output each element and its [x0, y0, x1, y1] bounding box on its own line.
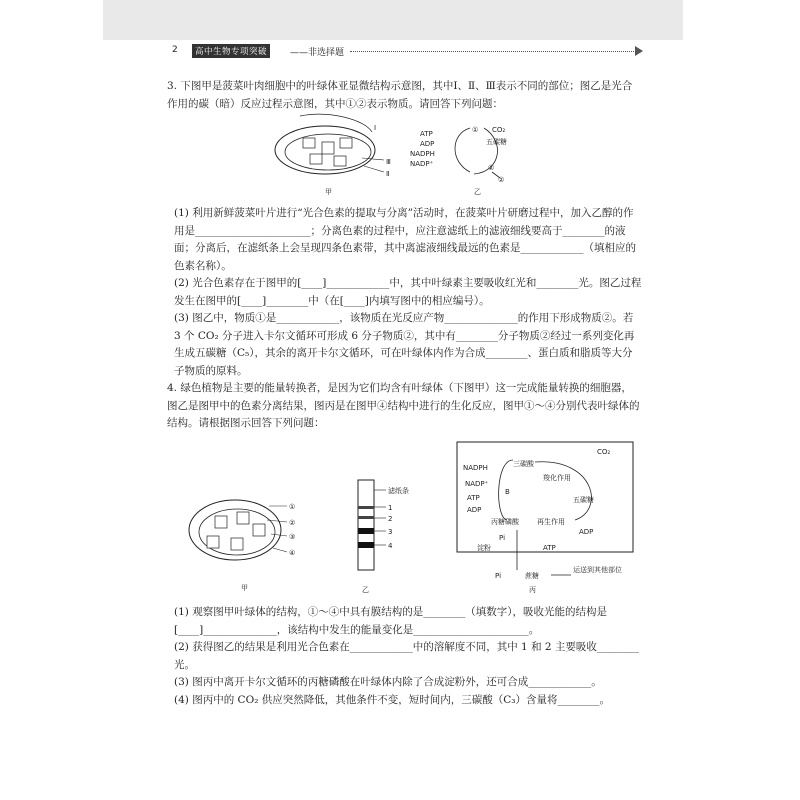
filter-paper-strip	[358, 480, 374, 570]
label-sucrose: 蔗糖	[525, 572, 539, 580]
label-co2: CO₂	[597, 448, 611, 456]
label-m2b: ②	[498, 176, 505, 184]
q3-stem: 3. 下图甲是菠菜叶肉细胞中的叶绿体亚显微结构示意图，其中Ⅰ、Ⅱ、Ⅲ表示不同的部位；图乙是光合作用的碳（暗）反应过程示意图，其中①②表示物质。请回答下列问题：	[167, 80, 633, 110]
label-starch: 淀粉	[477, 544, 491, 552]
pointer-4	[273, 548, 287, 552]
q4-fig-jia	[185, 440, 315, 598]
label-regen: 再生作用	[537, 518, 565, 526]
label-I: Ⅰ	[374, 124, 377, 132]
label-b: B	[505, 488, 510, 496]
band-2	[358, 516, 374, 519]
granum	[334, 156, 346, 166]
label-export: 运送到其他部位	[573, 566, 622, 574]
label-co2: CO₂	[492, 126, 506, 134]
granum	[253, 524, 265, 536]
label-adp2: ADP	[579, 528, 594, 536]
band-1	[358, 506, 374, 509]
label-c5: 五碳糖	[573, 496, 594, 504]
label-pi: Pi	[499, 534, 506, 542]
exit-arrow	[492, 172, 500, 178]
label-b3: 3	[388, 528, 393, 536]
page-header	[172, 44, 652, 58]
label-pentose: 五碳糖	[486, 138, 507, 146]
label-b1: 1	[388, 504, 393, 512]
q4-fig-bing	[455, 440, 635, 598]
q3-sub1: (1) 利用新鲜菠菜叶片进行“光合色素的提取与分离”活动时，在菠菜叶片研磨过程中，加入乙醇的作用是______________________；分离色素的过程中，应注意滤纸上的滤液细线要高于________的液面；分离后，在滤纸条上会呈现四条色素带，其中离滤液细线最远的色素是____________（填相应的色素名称）。	[174, 207, 636, 272]
granum	[310, 154, 322, 164]
granum	[231, 538, 243, 550]
section-label: ——非选择题	[290, 48, 345, 58]
granum	[215, 516, 227, 528]
label-2: ②	[289, 519, 296, 527]
granum	[303, 138, 315, 148]
granum	[237, 512, 249, 524]
label-c3: 三碳酸	[513, 460, 534, 468]
caption-jia: 甲	[325, 188, 332, 196]
band-3	[358, 528, 374, 534]
caption-bing: 丙	[529, 586, 536, 594]
q4-sub3: (3) 图丙中离开卡尔文循环的丙糖磷酸在叶绿体内除了合成淀粉外，还可合成____________。	[174, 676, 602, 688]
q4-sub2: (2) 获得图乙的结果是利用光合色素在____________中的溶解度不同，其中 1 和 2 主要吸收________光。	[174, 641, 639, 671]
label-b4: 4	[388, 542, 393, 550]
caption-yi: 乙	[474, 188, 481, 196]
q4-sub1: (1) 观察图甲叶绿体的结构，①～④中具有膜结构的是________（填数字），吸收光能的结构是[____]______________，该结构中发生的能量变化是______________________。	[174, 606, 607, 636]
label-pi2: Pi	[495, 572, 502, 580]
label-nadph: NADPH	[463, 464, 488, 472]
granum	[207, 536, 219, 548]
header-dotted-line	[350, 51, 636, 52]
label-b2: 2	[388, 515, 393, 523]
label-nadp: NADP⁺	[465, 480, 489, 488]
q3-sub2: (2) 光合色素存在于图甲的[____]____________中，其中叶绿素主要吸收红光和________光。图乙过程发生在图甲的[____]________中（在[____]内填写图中的相应编号）。	[174, 277, 642, 307]
label-atp2: ATP	[543, 544, 556, 552]
label-line-II	[364, 166, 384, 172]
band-4	[358, 542, 374, 548]
caption-jia: 甲	[241, 584, 248, 592]
label-m1: ①	[472, 126, 479, 134]
page-number: 2	[172, 45, 178, 55]
label-line-III	[362, 158, 384, 160]
q4-stem: 4. 绿色植物是主要的能量转换者，是因为它们均含有叶绿体（下图甲）这一完成能量转换的细胞器，图乙是图甲中的色素分离结果，图丙是在图甲④结构中进行的生化反应，图甲①～④分别代表叶绿体的结构。请根据图示回答下列问题：	[167, 382, 640, 429]
label-atp: ATP	[420, 130, 433, 138]
caption-yi: 乙	[362, 586, 369, 594]
granum	[322, 142, 334, 154]
label-1: ①	[289, 503, 296, 511]
label-nadp: NADP⁺	[410, 160, 434, 168]
label-II: Ⅱ	[386, 170, 390, 178]
q4-sub4: (4) 图丙中的 CO₂ 供应突然降低，其他条件不变，短时间内，三碳酸（C₃）含量将________。	[174, 694, 610, 706]
label-m2: ②	[488, 164, 495, 172]
label-4: ④	[289, 549, 296, 557]
q4-fig-yi	[340, 470, 430, 600]
cycle-arrow-left	[455, 128, 470, 172]
label-atp: ATP	[467, 494, 480, 502]
pointer-3	[271, 534, 287, 536]
chloroplast-box	[457, 442, 633, 552]
header-arrow-icon	[635, 46, 643, 56]
label-line-I	[300, 114, 372, 132]
q3-figures	[270, 112, 530, 198]
label-3: ③	[289, 533, 296, 541]
label-fix: 羧化作用	[543, 474, 571, 482]
label-nadph: NADPH	[410, 150, 435, 158]
label-paper: 滤纸条	[388, 487, 409, 495]
label-g3p: 丙糖磷酸	[491, 518, 519, 526]
top-gray-band	[103, 0, 683, 40]
granum	[340, 138, 352, 148]
book-title-badge: 高中生物专项突破	[192, 44, 270, 58]
label-adp: ADP	[420, 140, 435, 148]
label-III: Ⅲ	[386, 158, 391, 166]
label-adp: ADP	[467, 506, 482, 514]
q3-sub3: (3) 图乙中，物质①是____________，该物质在光反应产物______________的作用下形成物质②。若 3 个 CO₂ 分子进入卡尔文循环可形成 6 分子物质②，其中有________分子物质②经过一系列变化再生成五碳糖（C₅），其余的离开卡尔文循环，可在叶绿体内作为合成________、蛋白质和脂质等大分子物质的原料。	[174, 312, 635, 377]
cycle-right-arc	[535, 462, 591, 520]
